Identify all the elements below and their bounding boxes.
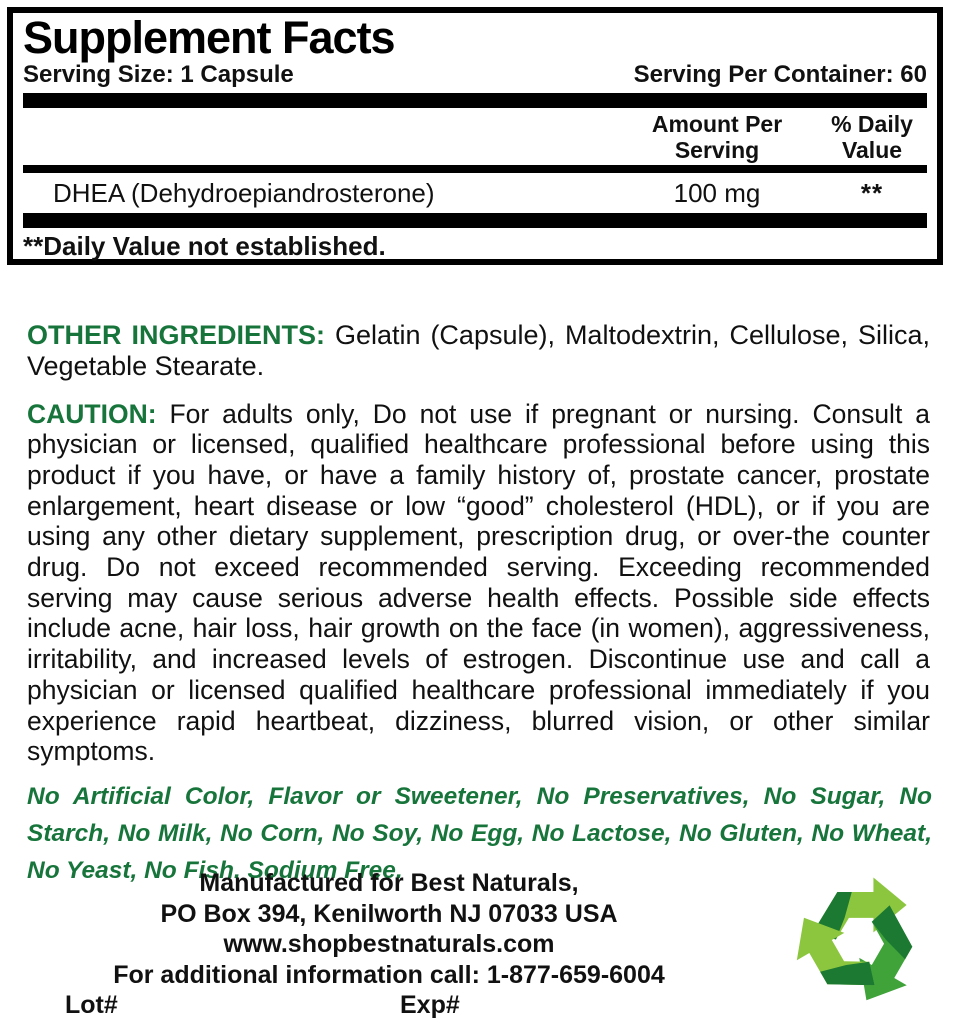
- allergen-statement: No Artificial Color, Flavor or Sweetener, No Preservatives, No Sugar, No Starch, No Milk, No Corn, No Soy, No Egg, No Lactose, No Gluten, No Wheat, No Yeast, No Fish. Sodium Free.: [27, 782, 932, 884]
- other-ingredients-label: OTHER INGREDIENTS:: [27, 320, 325, 350]
- supplement-facts-title: Supplement Facts: [23, 12, 395, 63]
- caution-label: CAUTION:: [27, 398, 157, 429]
- serving-size: Serving Size: 1 Capsule: [23, 61, 294, 88]
- ingredient-amount: 100 mg: [673, 178, 761, 208]
- divider-bar-thick-top: [23, 93, 927, 108]
- manufacturer-phone: For additional information call: 1-877-659-6004: [113, 960, 665, 989]
- manufacturer-block: [30, 868, 748, 1018]
- manufacturer-website: www.shopbestnaturals.com: [223, 930, 555, 958]
- table-row: [23, 178, 927, 208]
- lot-exp-row: [30, 990, 748, 1018]
- recycle-icon: [775, 866, 943, 1016]
- other-ingredients-paragraph: [27, 320, 930, 382]
- facts-header-row: [23, 111, 927, 163]
- divider-bar-thin: [23, 165, 927, 173]
- supplement-facts-panel: [7, 7, 943, 265]
- column-header-daily-value: % Daily Value: [831, 111, 913, 163]
- servings-per-container: Serving Per Container: 60: [633, 61, 927, 88]
- column-header-amount: Amount Per Serving: [651, 111, 783, 163]
- daily-value-footnote: **Daily Value not established.: [23, 231, 386, 261]
- manufacturer-line2: PO Box 394, Kenilworth NJ 07033 USA: [160, 899, 618, 928]
- other-ingredients-text: Gelatin (Capsule), Maltodextrin, Cellulose, Silica, Vegetable Stearate.: [27, 320, 930, 381]
- lot-label: Lot#: [65, 991, 118, 1019]
- ingredient-name: DHEA (Dehydroepiandrosterone): [53, 178, 435, 208]
- serving-info-row: [23, 61, 927, 89]
- manufacturer-line1: Manufactured for Best Naturals,: [199, 869, 579, 897]
- caution-text: For adults only, Do not use if pregnant or nursing. Consult a physician or licensed, qualified healthcare professional before using this product if you have, or have a family history of, prostate cancer, prostate enlargement, heart disease or low “good” cholesterol (HDL), or if you are using any other dietary supplement, prescription drug, or over-the counter drug. Do not exceed recommended serving. Exceeding recommended serving may cause serious adverse health effects. Possible side effects include acne, hair loss, hair growth on the face (in women), aggressiveness, irritability, and increased levels of estrogen. Discontinue use and call a physician or licensed qualified healthcare professional immediately if you experience rapid heartbeat, dizziness, blurred vision, or other similar symptoms.: [27, 398, 930, 767]
- divider-bar-thick-bottom: [23, 213, 927, 228]
- caution-paragraph: [27, 399, 930, 767]
- exp-label: Exp#: [400, 991, 460, 1019]
- ingredient-daily-value: **: [860, 178, 884, 208]
